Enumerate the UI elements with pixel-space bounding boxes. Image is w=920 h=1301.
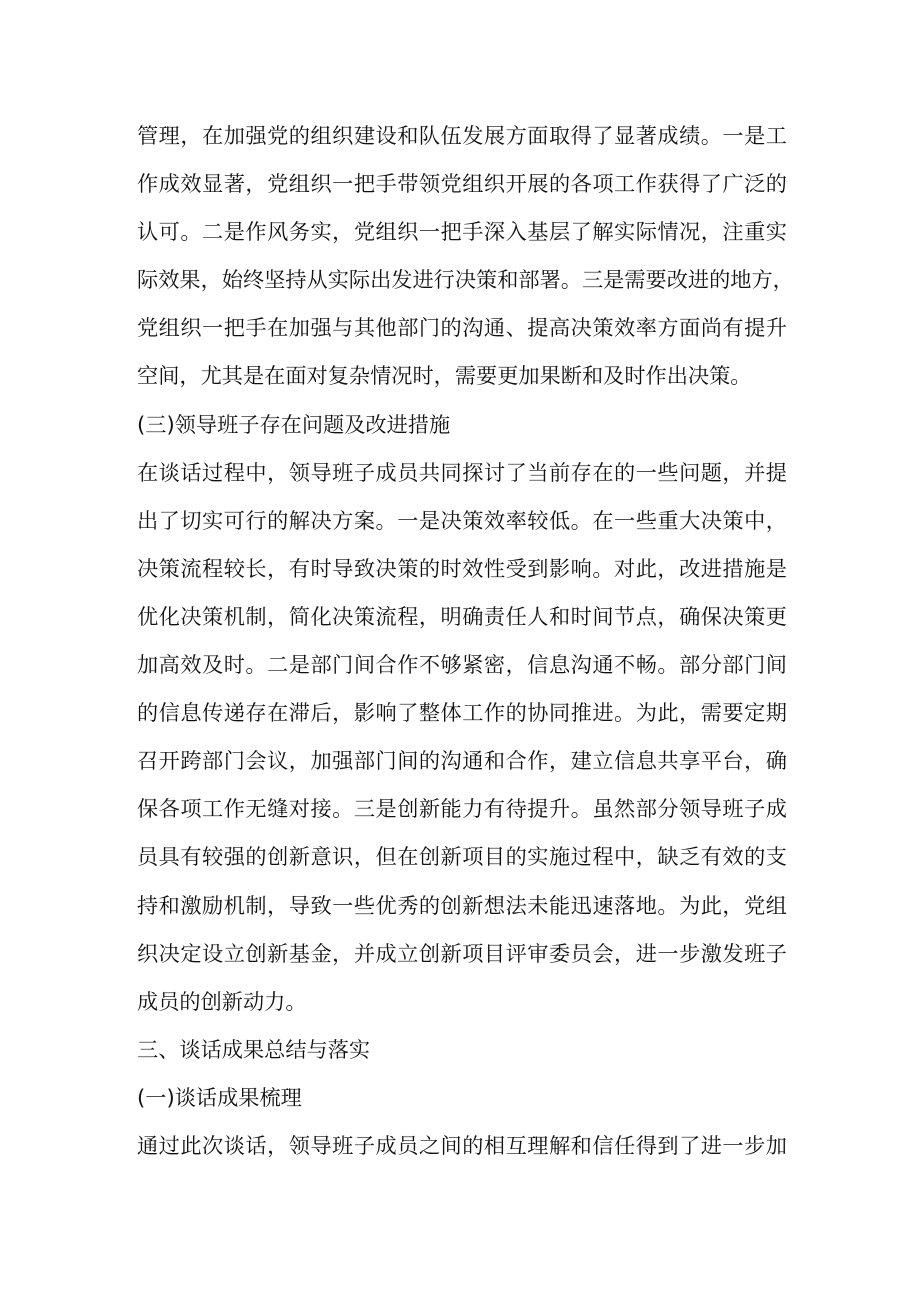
body-line: 的信息传递存在滞后，影响了整体工作的协同推进。为此，需要定期 <box>137 700 787 726</box>
body-line: 通过此次谈话，领导班子成员之间的相互理解和信任得到了进一步加 <box>137 1132 787 1158</box>
body-line: 持和激励机制，导致一些优秀的创新想法未能迅速落地。为此，党组 <box>137 892 787 918</box>
body-line: 出了切实可行的解决方案。一是决策效率较低。在一些重大决策中， <box>137 507 787 533</box>
body-line: 在谈话过程中，领导班子成员共同探讨了当前存在的一些问题，并提 <box>137 459 787 485</box>
section-heading: (一)谈话成果梳理 <box>137 1084 302 1110</box>
body-line: 加高效及时。二是部门间合作不够紧密，信息沟通不畅。部分部门间 <box>137 652 787 678</box>
body-line: 成员的创新动力。 <box>137 988 307 1014</box>
body-line: 作成效显著，党组织一把手带领党组织开展的各项工作获得了广泛的 <box>137 171 787 197</box>
section-heading: (三)领导班子存在问题及改进措施 <box>137 411 451 437</box>
body-line: 空间，尤其是在面对复杂情况时，需要更加果断和及时作出决策。 <box>137 363 752 389</box>
body-line: 员具有较强的创新意识，但在创新项目的实施过程中，缺乏有效的支 <box>137 844 787 870</box>
body-line: 保各项工作无缝对接。三是创新能力有待提升。虽然部分领导班子成 <box>137 796 787 822</box>
body-line: 优化决策机制，简化决策流程，明确责任人和时间节点，确保决策更 <box>137 603 787 629</box>
body-line: 认可。二是作风务实，党组织一把手深入基层了解实际情况，注重实 <box>137 219 787 245</box>
body-line: 织决定设立创新基金，并成立创新项目评审委员会，进一步激发班子 <box>137 940 787 966</box>
body-line: 管理，在加强党的组织建设和队伍发展方面取得了显著成绩。一是工 <box>137 123 787 148</box>
document-body <box>137 112 794 1170</box>
body-line: 际效果，始终坚持从实际出发进行决策和部署。三是需要改进的地方， <box>137 267 794 293</box>
chapter-heading: 三、谈话成果总结与落实 <box>137 1036 371 1062</box>
body-line: 党组织一把手在加强与其他部门的沟通、提高决策效率方面尚有提升 <box>137 315 787 341</box>
body-line: 召开跨部门会议，加强部门间的沟通和合作，建立信息共享平台，确 <box>137 748 787 774</box>
body-line: 决策流程较长，有时导致决策的时效性受到影响。对此，改进措施是 <box>137 555 787 581</box>
